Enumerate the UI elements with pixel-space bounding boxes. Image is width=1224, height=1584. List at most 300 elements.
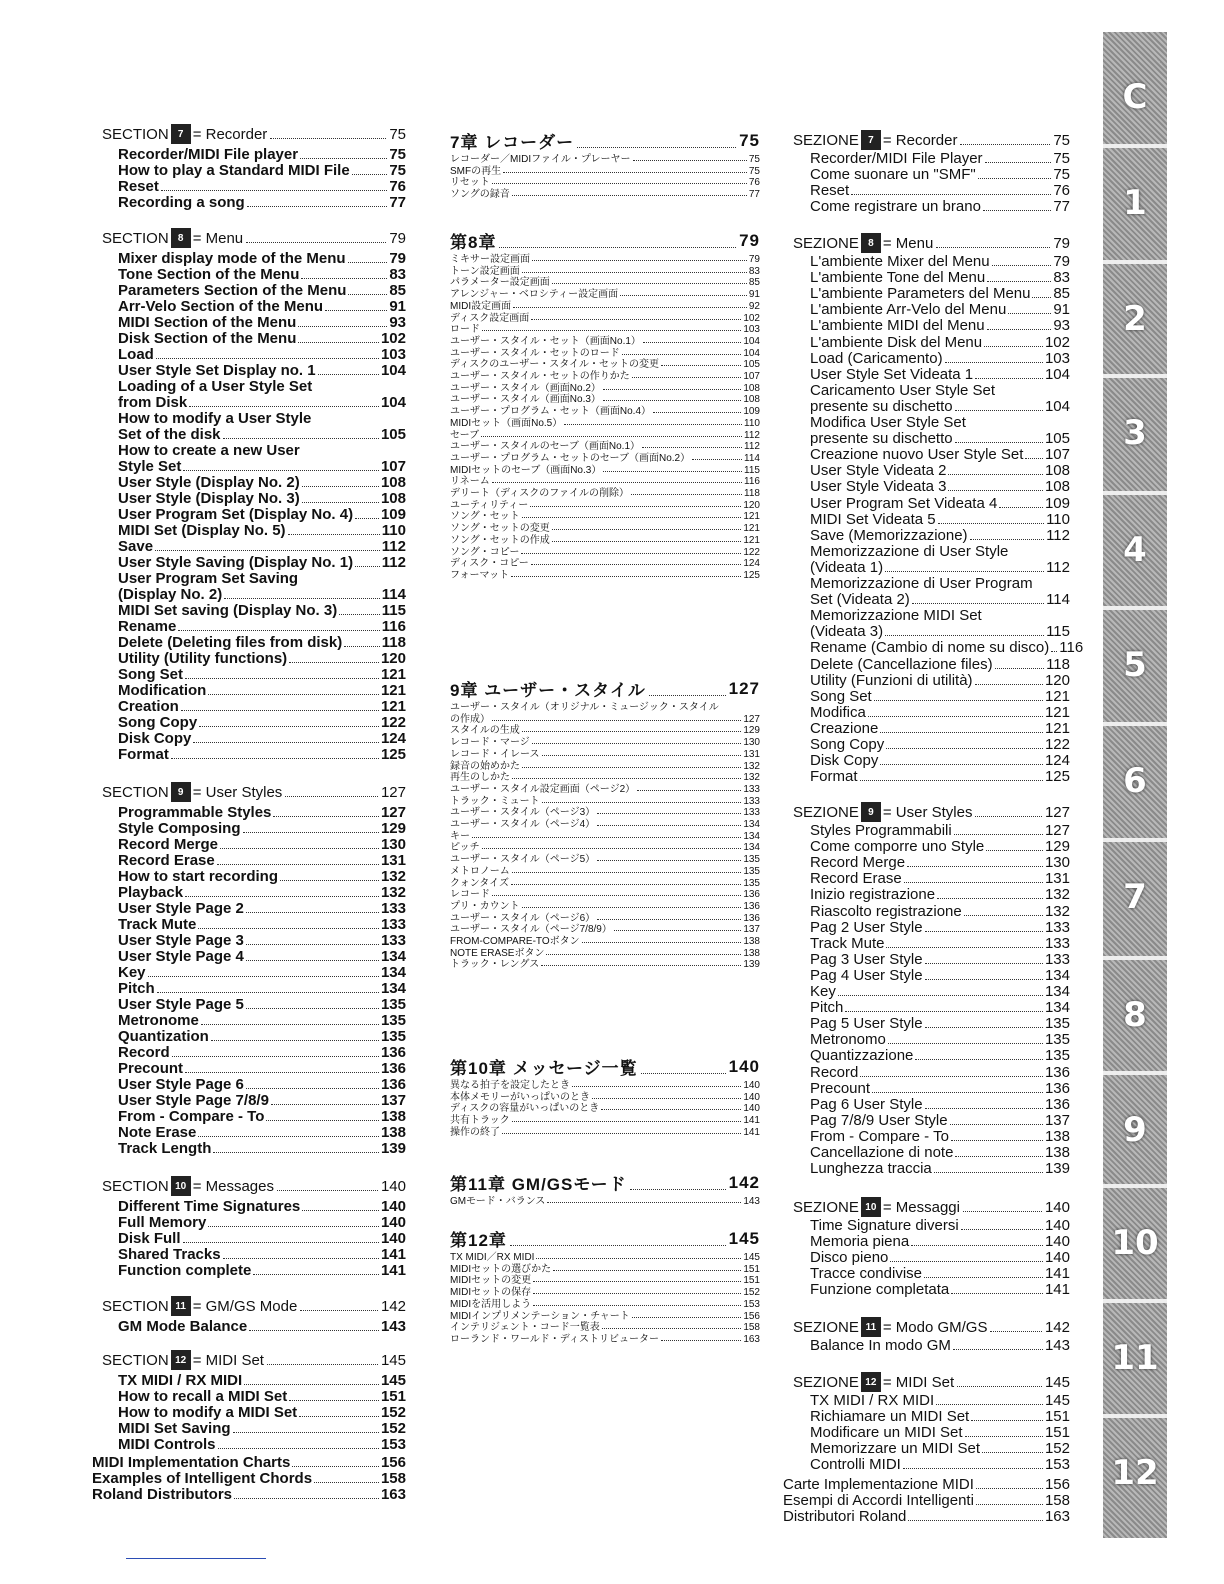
- toc-entry[interactable]: [810, 1144, 1070, 1161]
- toc-entry[interactable]: [810, 1440, 1070, 1457]
- toc-entry[interactable]: [810, 1031, 1070, 1048]
- toc-entry-title: クォンタイズ: [450, 877, 509, 889]
- toc-entry[interactable]: [118, 1012, 406, 1029]
- toc-entry-page: 83: [748, 265, 760, 277]
- section-heading[interactable]: [102, 228, 406, 248]
- toc-entry-page: 103: [743, 324, 760, 336]
- toc-entry[interactable]: [810, 559, 1070, 576]
- toc-entry[interactable]: [783, 1508, 1070, 1525]
- toc-entry-page: 107: [380, 458, 406, 475]
- toc-entry-page: 153: [1044, 1456, 1070, 1474]
- toc-entry-title: Metronomo: [810, 1031, 886, 1049]
- dot-leader: [951, 1140, 1043, 1141]
- toc-entry-page: 135: [1044, 1031, 1070, 1049]
- toc-entry[interactable]: [810, 575, 1070, 592]
- toc-entry-title: Roland Distributors: [92, 1486, 233, 1503]
- toc-entry-page: 112: [1046, 526, 1070, 544]
- section-title: = Menu: [882, 234, 934, 252]
- toc-entry-title: FROM-COMPARE-TOボタン: [450, 936, 580, 947]
- toc-entry[interactable]: [810, 639, 1084, 657]
- dot-leader: [904, 882, 1043, 883]
- toc-entry-title: MIDI Set Videata 5: [810, 510, 936, 528]
- toc-entry[interactable]: [810, 478, 1070, 495]
- section-tab-2[interactable]: 2: [1123, 299, 1147, 339]
- toc-entry-title: トーン設定画面: [450, 265, 520, 277]
- toc-entry-title: User Style Page 7/8/9: [118, 1092, 269, 1109]
- toc-entry-title: User Style (Display No. 2): [118, 474, 300, 491]
- toc-entry[interactable]: [118, 570, 406, 587]
- section-heading[interactable]: [102, 1176, 406, 1196]
- toc-entry[interactable]: [118, 1420, 406, 1437]
- tab-divider: [1103, 722, 1167, 726]
- toc-entry-title: トラック・レングス: [450, 959, 540, 971]
- section-tab-11[interactable]: 11: [1111, 1338, 1159, 1378]
- toc-entry[interactable]: [118, 618, 406, 635]
- toc-entry-page: 153: [380, 1436, 406, 1453]
- toc-entry[interactable]: [118, 852, 406, 869]
- toc-entry-page: 136: [380, 1060, 406, 1077]
- toc-entry[interactable]: [810, 182, 1070, 199]
- toc-entry[interactable]: [118, 250, 406, 267]
- section-number-badge: [861, 802, 881, 822]
- toc-entry-title: Precount: [810, 1079, 871, 1097]
- section-number-badge: [861, 1372, 881, 1392]
- toc-entry[interactable]: [450, 955, 760, 970]
- toc-entry[interactable]: [810, 1249, 1070, 1266]
- toc-entry[interactable]: [810, 334, 1070, 351]
- toc-entry-page: 104: [1044, 397, 1070, 415]
- toc-entry[interactable]: [810, 1281, 1070, 1298]
- toc-entry[interactable]: [118, 522, 406, 539]
- dot-leader: [246, 1008, 379, 1009]
- toc-entry[interactable]: [118, 868, 406, 885]
- toc-entry-title: Carte Implementazione MIDI: [783, 1476, 974, 1493]
- section-tab-1[interactable]: 1: [1123, 183, 1147, 223]
- toc-entry[interactable]: [118, 1092, 406, 1109]
- toc-entry[interactable]: [810, 366, 1070, 383]
- section-tab-5[interactable]: 5: [1123, 645, 1147, 685]
- toc-entry[interactable]: [810, 1080, 1070, 1097]
- toc-entry-title: Format: [118, 746, 169, 763]
- toc-entry[interactable]: [118, 1198, 406, 1215]
- toc-entry[interactable]: [810, 462, 1070, 479]
- toc-entry[interactable]: [810, 983, 1070, 1000]
- toc-entry-page: 76: [748, 177, 760, 189]
- toc-entry-page: 137: [380, 1092, 406, 1109]
- toc-entry-title: Come comporre uno Style: [810, 838, 985, 856]
- section-heading[interactable]: [793, 1372, 1070, 1392]
- section-heading[interactable]: [102, 782, 406, 802]
- toc-entry[interactable]: [810, 511, 1070, 528]
- section-heading[interactable]: [793, 233, 1070, 253]
- toc-entry[interactable]: [810, 446, 1070, 463]
- toc-entry[interactable]: [810, 607, 1070, 624]
- dot-leader: [344, 646, 380, 647]
- toc-entry[interactable]: [118, 602, 406, 619]
- dot-leader: [273, 816, 379, 817]
- toc-entry[interactable]: [118, 746, 406, 763]
- toc-entry-page: 132: [1044, 902, 1070, 920]
- toc-entry[interactable]: [118, 442, 406, 459]
- toc-entry[interactable]: [810, 591, 1070, 608]
- toc-entry-title: Tone Section of the Menu: [118, 266, 300, 283]
- toc-entry-page: 104: [1044, 365, 1070, 383]
- toc-entry[interactable]: [810, 768, 1070, 785]
- section-title: = User Styles: [192, 783, 283, 801]
- dot-leader: [208, 1226, 379, 1227]
- toc-entry[interactable]: [118, 1230, 406, 1247]
- section-number-badge: [171, 124, 191, 144]
- toc-entry-title: Caricamento User Style Set: [810, 381, 996, 399]
- toc-entry-title: GM Mode Balance: [118, 1318, 248, 1335]
- toc-entry-title: Full Memory: [118, 1214, 207, 1231]
- toc-entry-page: 102: [380, 330, 406, 347]
- toc-entry[interactable]: [810, 1015, 1070, 1032]
- section-tab-8[interactable]: 8: [1123, 995, 1147, 1035]
- toc-entry[interactable]: [118, 634, 406, 651]
- toc-entry-title: Song Copy: [118, 714, 198, 731]
- dot-leader: [641, 1073, 726, 1074]
- toc-entry-title: User Program Set Videata 4: [810, 494, 998, 512]
- dot-leader: [183, 470, 379, 471]
- toc-entry[interactable]: [118, 1044, 406, 1061]
- section-heading[interactable]: [793, 802, 1070, 822]
- toc-entry[interactable]: [118, 330, 406, 347]
- toc-entry-page: 131: [1044, 870, 1070, 888]
- toc-entry[interactable]: [450, 1192, 760, 1207]
- toc-entry[interactable]: [118, 1140, 406, 1157]
- toc-entry-title: User Style Page 5: [118, 996, 244, 1013]
- toc-entry[interactable]: [118, 346, 406, 363]
- toc-entry[interactable]: [450, 566, 760, 581]
- toc-entry-page: 109: [380, 506, 406, 523]
- toc-entry-page: 140: [380, 1198, 406, 1215]
- toc-entry[interactable]: [118, 948, 406, 965]
- toc-entry-title: MIDIセットの変更: [450, 1275, 532, 1287]
- toc-entry-page: 140: [380, 1230, 406, 1247]
- toc-entry-title: ユーティリティー: [450, 499, 529, 511]
- section-number: 7: [868, 134, 874, 146]
- section-tab-3[interactable]: 3: [1123, 413, 1147, 453]
- toc-entry[interactable]: [810, 1112, 1070, 1129]
- toc-entry[interactable]: [118, 282, 406, 299]
- toc-entry[interactable]: [810, 350, 1070, 367]
- toc-entry[interactable]: [118, 178, 406, 195]
- dot-leader: [155, 550, 380, 551]
- toc-entry[interactable]: [118, 650, 406, 667]
- toc-entry[interactable]: [118, 1318, 406, 1335]
- toc-entry[interactable]: [810, 919, 1070, 936]
- toc-entry[interactable]: [810, 854, 1070, 871]
- toc-entry-title: From - Compare - To: [810, 1127, 949, 1145]
- toc-entry[interactable]: [810, 1160, 1070, 1177]
- dot-leader: [838, 995, 1043, 996]
- toc-entry[interactable]: [118, 538, 406, 555]
- section-tab-10[interactable]: 10: [1111, 1223, 1159, 1263]
- toc-entry-title: Come registrare un brano: [810, 198, 981, 216]
- toc-entry-title: User Style Set Display no. 1: [118, 362, 316, 379]
- section-title: 7章 レコーダー: [450, 133, 575, 152]
- toc-entry[interactable]: [810, 1408, 1070, 1425]
- toc-entry-page: 151: [1044, 1408, 1070, 1426]
- toc-entry[interactable]: [810, 495, 1070, 512]
- dot-leader: [280, 880, 379, 881]
- toc-entry[interactable]: [810, 672, 1070, 689]
- toc-entry[interactable]: [810, 656, 1070, 673]
- toc-entry[interactable]: [810, 1337, 1070, 1354]
- section-page: 140: [1044, 1198, 1070, 1216]
- toc-entry[interactable]: [118, 378, 406, 395]
- toc-entry-title: Parameters Section of the Menu: [118, 282, 347, 299]
- toc-entry[interactable]: [810, 623, 1070, 640]
- toc-entry[interactable]: [810, 752, 1070, 769]
- section-title: = Messages: [192, 1177, 274, 1195]
- toc-entry[interactable]: [118, 836, 406, 853]
- toc-entry[interactable]: [810, 317, 1070, 334]
- toc-entry[interactable]: [810, 1392, 1070, 1409]
- toc-entry[interactable]: [810, 688, 1070, 705]
- toc-entry[interactable]: [810, 903, 1070, 920]
- toc-entry[interactable]: [118, 298, 406, 315]
- toc-entry[interactable]: [810, 1265, 1070, 1282]
- toc-entry[interactable]: [810, 382, 1070, 399]
- toc-entry[interactable]: [810, 285, 1070, 302]
- toc-entry[interactable]: [810, 1217, 1070, 1234]
- toc-entry[interactable]: [118, 1372, 406, 1389]
- toc-entry-title: ユーザー・スタイル（オリジナル・ミュージック・スタイル: [450, 702, 719, 713]
- toc-entry[interactable]: [118, 1108, 406, 1125]
- section-title: 第11章 GM/GSモード: [450, 1175, 627, 1194]
- toc-entry-title: レコーダー／MIDIファイル・プレーヤー: [450, 154, 631, 165]
- toc-entry[interactable]: [810, 951, 1070, 968]
- toc-entry[interactable]: [118, 490, 406, 507]
- toc-entry-page: 133: [1044, 934, 1070, 952]
- toc-entry[interactable]: [810, 198, 1070, 215]
- toc-entry[interactable]: [118, 394, 406, 411]
- toc-entry[interactable]: [783, 1492, 1070, 1509]
- toc-entry[interactable]: [118, 1246, 406, 1263]
- toc-entry[interactable]: [118, 1060, 406, 1077]
- toc-entry[interactable]: [810, 1456, 1070, 1473]
- toc-entry[interactable]: [810, 736, 1070, 753]
- section-tab-c[interactable]: C: [1122, 77, 1148, 117]
- toc-entry-title: Track Mute: [118, 916, 197, 933]
- toc-entry[interactable]: [810, 1047, 1070, 1064]
- toc-entry[interactable]: [810, 527, 1070, 544]
- section-tab-9[interactable]: 9: [1123, 1110, 1147, 1150]
- toc-entry-page: 91: [1053, 301, 1070, 319]
- toc-entry[interactable]: [810, 166, 1070, 183]
- section-heading[interactable]: [793, 130, 1070, 150]
- toc-entry-title: Metronome: [118, 1012, 199, 1029]
- toc-entry[interactable]: [783, 1476, 1070, 1493]
- toc-entry-title: presente su dischetto: [810, 397, 953, 415]
- toc-entry[interactable]: [118, 162, 406, 179]
- toc-entry[interactable]: [118, 1262, 406, 1279]
- toc-entry[interactable]: [118, 554, 406, 571]
- section-number-badge: [171, 1296, 191, 1316]
- toc-entry[interactable]: [92, 1470, 406, 1487]
- toc-entry[interactable]: [810, 398, 1070, 415]
- toc-entry[interactable]: [118, 682, 406, 699]
- dot-leader: [975, 378, 1043, 379]
- toc-entry-title: Memorizzare un MIDI Set: [810, 1440, 981, 1458]
- toc-entry[interactable]: [450, 1123, 760, 1138]
- toc-entry[interactable]: [810, 822, 1070, 839]
- dot-leader: [990, 1331, 1041, 1332]
- section-heading[interactable]: [793, 1197, 1070, 1217]
- toc-entry[interactable]: [118, 506, 406, 523]
- toc-entry-title: デリート（ディスクのファイルの削除）: [450, 488, 629, 499]
- toc-entry-title: User Style Page 6: [118, 1076, 244, 1093]
- dot-leader: [975, 816, 1041, 817]
- toc-entry[interactable]: [118, 900, 406, 917]
- section-heading[interactable]: [102, 1350, 406, 1370]
- toc-entry[interactable]: [118, 362, 406, 379]
- dot-leader: [224, 598, 380, 599]
- section-heading[interactable]: [793, 1317, 1070, 1337]
- toc-entry-page: 158: [380, 1470, 406, 1487]
- toc-entry[interactable]: [118, 996, 406, 1013]
- toc-entry[interactable]: [810, 430, 1070, 447]
- tab-divider: [1103, 838, 1167, 842]
- toc-entry-page: 112: [381, 538, 406, 555]
- toc-entry-title: Load: [118, 346, 154, 363]
- toc-entry[interactable]: [118, 474, 406, 491]
- toc-entry[interactable]: [92, 1454, 406, 1471]
- dot-leader: [499, 247, 736, 248]
- toc-entry[interactable]: [810, 870, 1070, 887]
- toc-entry-page: 114: [744, 452, 760, 464]
- toc-entry[interactable]: [118, 804, 406, 821]
- toc-entry[interactable]: [810, 543, 1070, 560]
- toc-entry-page: 129: [743, 725, 760, 737]
- toc-entry-page: 138: [1044, 1144, 1070, 1161]
- toc-entry[interactable]: [92, 1486, 406, 1503]
- toc-entry[interactable]: [810, 838, 1070, 855]
- toc-entry[interactable]: [118, 314, 406, 331]
- toc-entry-title: ユーザー・スタイル（ページ6）: [450, 912, 596, 924]
- toc-entry[interactable]: [118, 980, 406, 997]
- section-heading[interactable]: [102, 1296, 406, 1316]
- toc-entry-title: アレンジャー・ベロシティー設定画面: [450, 289, 619, 301]
- section-page: 75: [739, 130, 760, 150]
- toc-entry-title: Tracce condivise: [810, 1265, 922, 1283]
- toc-entry[interactable]: [810, 999, 1070, 1016]
- toc-entry-title: Style Composing: [118, 820, 241, 837]
- toc-entry-page: 137: [743, 924, 760, 936]
- toc-entry[interactable]: [810, 1128, 1070, 1145]
- toc-entry[interactable]: [810, 886, 1070, 903]
- toc-entry[interactable]: [118, 964, 406, 981]
- dot-leader: [201, 1024, 379, 1025]
- toc-entry[interactable]: [810, 935, 1070, 952]
- toc-entry[interactable]: [118, 426, 406, 443]
- toc-entry[interactable]: [810, 704, 1070, 721]
- toc-entry[interactable]: [118, 916, 406, 933]
- section-tab-6[interactable]: 6: [1123, 761, 1147, 801]
- toc-entry[interactable]: [118, 1404, 406, 1421]
- dot-leader: [885, 635, 1044, 636]
- toc-entry-title: Song Set: [118, 666, 184, 683]
- toc-entry[interactable]: [810, 967, 1070, 984]
- toc-entry[interactable]: [118, 1028, 406, 1045]
- toc-entry[interactable]: [118, 730, 406, 747]
- toc-entry-title: ディスク設定画面: [450, 312, 530, 324]
- toc-entry-page: 140: [1044, 1217, 1070, 1234]
- toc-entry[interactable]: [118, 458, 406, 475]
- toc-entry-page: 93: [389, 314, 406, 331]
- toc-entry[interactable]: [118, 1124, 406, 1141]
- toc-entry[interactable]: [810, 1064, 1070, 1081]
- toc-entry[interactable]: [118, 586, 406, 603]
- toc-entry-title: Memorizzazione MIDI Set: [810, 607, 982, 625]
- toc-entry[interactable]: [118, 266, 406, 283]
- dot-leader: [213, 1152, 379, 1153]
- toc-entry[interactable]: [810, 253, 1070, 270]
- toc-entry[interactable]: [810, 1233, 1070, 1250]
- toc-entry-title: 録音の始めかた: [450, 760, 520, 772]
- toc-entry[interactable]: [118, 666, 406, 683]
- toc-entry[interactable]: [118, 932, 406, 949]
- toc-entry-title: 本体メモリーがいっぱいのとき: [450, 1091, 590, 1103]
- toc-entry-title: from Disk: [118, 394, 188, 411]
- section-tab-12[interactable]: 12: [1111, 1453, 1159, 1493]
- toc-entry[interactable]: [810, 269, 1070, 286]
- dot-leader: [936, 1404, 1043, 1405]
- section-number: 12: [865, 1376, 877, 1388]
- dot-leader: [915, 1059, 1043, 1060]
- dot-leader: [298, 326, 387, 327]
- toc-entry[interactable]: [810, 414, 1070, 431]
- toc-entry-title: Modifica User Style Set: [810, 414, 966, 431]
- toc-entry-title: Record: [810, 1063, 859, 1081]
- section-title: = User Styles: [882, 803, 973, 821]
- toc-entry-page: 135: [743, 877, 760, 889]
- toc-entry-title: ユーザー・スタイル（画面No.3）: [450, 394, 601, 406]
- toc-entry-page: 135: [380, 1028, 406, 1045]
- toc-entry-title: User Style Videata 2: [810, 462, 947, 480]
- section-tab-7[interactable]: 7: [1123, 877, 1147, 917]
- toc-entry[interactable]: [118, 714, 406, 731]
- toc-entry[interactable]: [118, 1436, 406, 1453]
- toc-entry[interactable]: [118, 146, 406, 163]
- section-number-badge: [171, 1176, 191, 1196]
- toc-entry-page: 116: [381, 618, 406, 635]
- toc-entry[interactable]: [118, 194, 406, 211]
- toc-entry[interactable]: [810, 720, 1070, 737]
- toc-entry-page: 112: [744, 429, 760, 441]
- toc-entry[interactable]: [810, 301, 1070, 318]
- toc-entry[interactable]: [450, 185, 760, 200]
- toc-entry[interactable]: [810, 1096, 1070, 1113]
- section-heading[interactable]: [102, 124, 406, 144]
- toc-entry[interactable]: [118, 698, 406, 715]
- toc-entry[interactable]: [118, 884, 406, 901]
- toc-entry[interactable]: [118, 1388, 406, 1405]
- toc-entry-title: ユーザー・スタイル・セット（画面No.1）: [450, 335, 641, 347]
- toc-entry[interactable]: [118, 1076, 406, 1093]
- toc-entry[interactable]: [450, 1330, 760, 1345]
- toc-entry-title: 操作の終了: [450, 1126, 500, 1138]
- toc-entry[interactable]: [118, 820, 406, 837]
- toc-entry[interactable]: [118, 410, 406, 427]
- toc-entry[interactable]: [118, 1214, 406, 1231]
- toc-entry[interactable]: [810, 150, 1070, 167]
- section-tab-4[interactable]: 4: [1123, 530, 1147, 570]
- toc-entry-title: Utility (Utility functions): [118, 650, 288, 667]
- toc-entry[interactable]: [810, 1424, 1070, 1441]
